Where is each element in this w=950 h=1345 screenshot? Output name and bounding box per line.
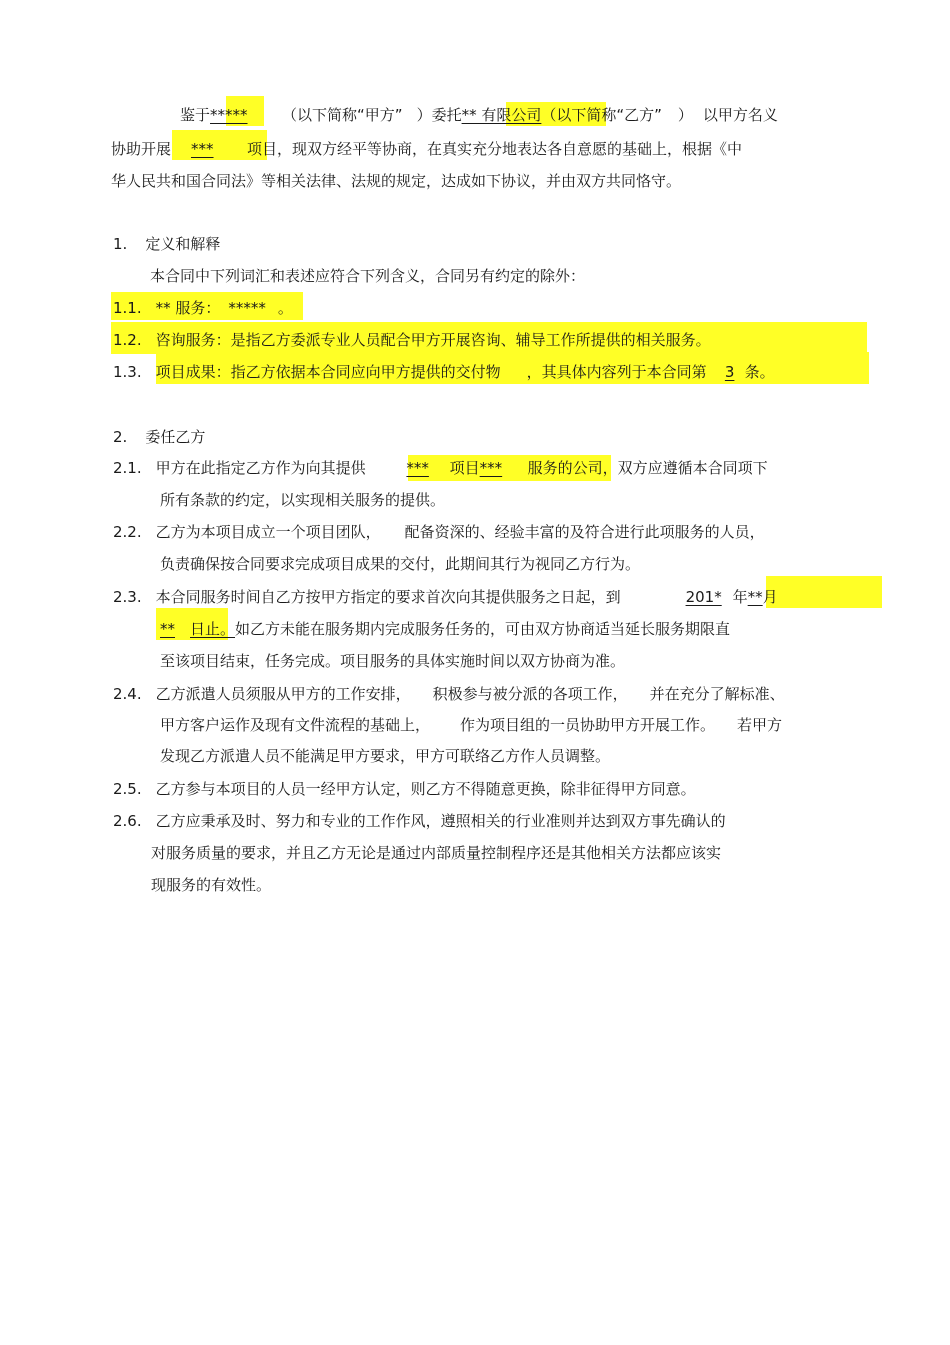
- intro-text: 协助开展: [111, 140, 172, 158]
- item-number: 2.5.: [113, 780, 142, 798]
- item-text: 对服务质量的要求，并且乙方无论是通过内部质量控制程序还是其他相关方法都应该实: [151, 844, 722, 862]
- project-value: ***: [191, 140, 214, 158]
- item-number: 2.6.: [113, 812, 142, 830]
- item-text: *****: [228, 299, 266, 317]
- section-title: 委任乙方: [145, 428, 206, 446]
- intro-text: ）: [677, 106, 693, 124]
- item-2-6-cont: [151, 842, 721, 866]
- item-1-2: [113, 329, 711, 353]
- item-text: 咨询服务：是指乙方委派专业人员配合甲方开展咨询、辅导工作所提供的相关服务。: [155, 331, 711, 349]
- item-text: 服务: [527, 459, 558, 477]
- item-2-2: [113, 521, 765, 545]
- item-text: 所有条款的约定，以实现相关服务的提供。: [160, 491, 446, 509]
- item-text: ，其具体内容列于本合同第: [526, 363, 707, 381]
- item-2-5: [113, 778, 696, 802]
- item-text: 乙方派遣人员须服从甲方的工作安排，: [155, 685, 411, 703]
- item-text: 本合同服务时间自乙方按甲方指定的要求首次向其提供服务之日起，到: [155, 588, 621, 606]
- item-text: 日止。: [190, 620, 236, 638]
- item-text: 现服务的有效性。: [151, 876, 272, 894]
- intro-text: 以甲方名义: [702, 106, 778, 124]
- item-number: 1.2.: [113, 331, 142, 349]
- section-number: 1.: [113, 235, 128, 253]
- day-value: **: [160, 620, 175, 638]
- intro-text: 华人民共和国合同法》等相关法律、法规的规定，达成如下协议，并由双方共同恪守。: [111, 172, 682, 190]
- item-2-1: [113, 457, 768, 481]
- item-number: 2.3.: [113, 588, 142, 606]
- intro-text: 鉴于: [180, 106, 211, 124]
- item-2-6-cont-2: [151, 874, 271, 898]
- clause-number: 3: [724, 363, 735, 381]
- item-2-3: [113, 586, 778, 610]
- item-text: 月: [762, 588, 778, 606]
- intro-text: ）委托: [416, 106, 462, 124]
- month-value: **: [747, 588, 763, 606]
- item-number: 2.2.: [113, 523, 142, 541]
- item-text: 作为项目组的一员协助甲方开展工作。: [460, 716, 716, 734]
- section-1-heading: [113, 233, 220, 257]
- service-value: ***: [479, 459, 503, 477]
- item-text: 乙方为本项目成立一个项目团队，: [155, 523, 381, 541]
- project-value: ***: [406, 459, 429, 477]
- item-2-1-cont: [160, 489, 445, 513]
- item-2-3-cont-2: [160, 650, 625, 674]
- year-value: 201*: [685, 588, 722, 606]
- item-number: 2.1.: [113, 459, 142, 477]
- item-text: 乙方应秉承及时、努力和专业的工作作风，遵照相关的行业准则并达到双方事先确认的: [155, 812, 726, 830]
- intro-line-1: [180, 104, 778, 128]
- party-b-value: ** 有限公司: [461, 106, 542, 124]
- intro-text: （以下简称“乙方”: [541, 106, 662, 124]
- intro-text: （以下简称“甲方”: [282, 106, 403, 124]
- item-text: 条。: [744, 363, 775, 381]
- intro-line-3: [111, 170, 681, 194]
- item-number: 2.4.: [113, 685, 142, 703]
- item-text: 项目成果：指乙方依据本合同应向甲方提供的交付物: [155, 363, 501, 381]
- item-text: 若甲方: [737, 716, 783, 734]
- item-text: 的公司，双方应遵循本合同项下: [557, 459, 768, 477]
- item-text: 如乙方未能在服务期内完成服务任务的，可由双方协商适当延长服务期限直: [235, 620, 731, 638]
- item-text: 积极参与被分派的各项工作，: [432, 685, 628, 703]
- item-text: 乙方参与本项目的人员一经甲方认定，则乙方不得随意更换，除非征得甲方同意。: [155, 780, 696, 798]
- item-text: 发现乙方派遣人员不能满足甲方要求，甲方可联络乙方作人员调整。: [160, 747, 611, 765]
- item-2-4-cont-2: [160, 745, 610, 769]
- section-number: 2.: [113, 428, 128, 446]
- lead-text: 本合同中下列词汇和表述应符合下列含义，合同另有约定的除外：: [150, 267, 586, 285]
- item-text: 配备资深的、经验丰富的及符合进行此项服务的人员，: [404, 523, 765, 541]
- item-number: 1.3.: [113, 363, 142, 381]
- item-2-6: [113, 810, 726, 834]
- item-text: 至该项目结束，任务完成。项目服务的具体实施时间以双方协商为准。: [160, 652, 626, 670]
- item-text: 并在充分了解标准、: [649, 685, 785, 703]
- section-2-heading: [113, 426, 205, 450]
- item-text: 负责确保按合同要求完成项目成果的交付，此期间其行为视同乙方行为。: [160, 555, 641, 573]
- item-1-3: [113, 361, 775, 385]
- party-a-value: *****: [210, 106, 248, 124]
- intro-text: 项目，现双方经平等协商，在真实充分地表达各自意愿的基础上，根据《中: [247, 140, 743, 158]
- item-1-1: [113, 297, 293, 321]
- item-text: 年: [732, 588, 748, 606]
- item-text: ** 服务：: [155, 299, 221, 317]
- item-2-4: [113, 683, 785, 707]
- item-text: 。: [277, 299, 293, 317]
- intro-line-2: [111, 138, 742, 162]
- section-1-lead: [150, 265, 585, 289]
- highlight-2-3-date: [766, 576, 882, 608]
- item-text: 甲方在此指定乙方作为向其提供: [155, 459, 366, 477]
- item-2-2-cont: [160, 553, 640, 577]
- item-text: 甲方客户运作及现有文件流程的基础上，: [160, 716, 431, 734]
- item-2-4-cont: [160, 714, 782, 738]
- section-title: 定义和解释: [145, 235, 221, 253]
- item-number: 1.1.: [113, 299, 142, 317]
- item-text: 项目: [449, 459, 480, 477]
- item-2-3-cont: [160, 618, 730, 642]
